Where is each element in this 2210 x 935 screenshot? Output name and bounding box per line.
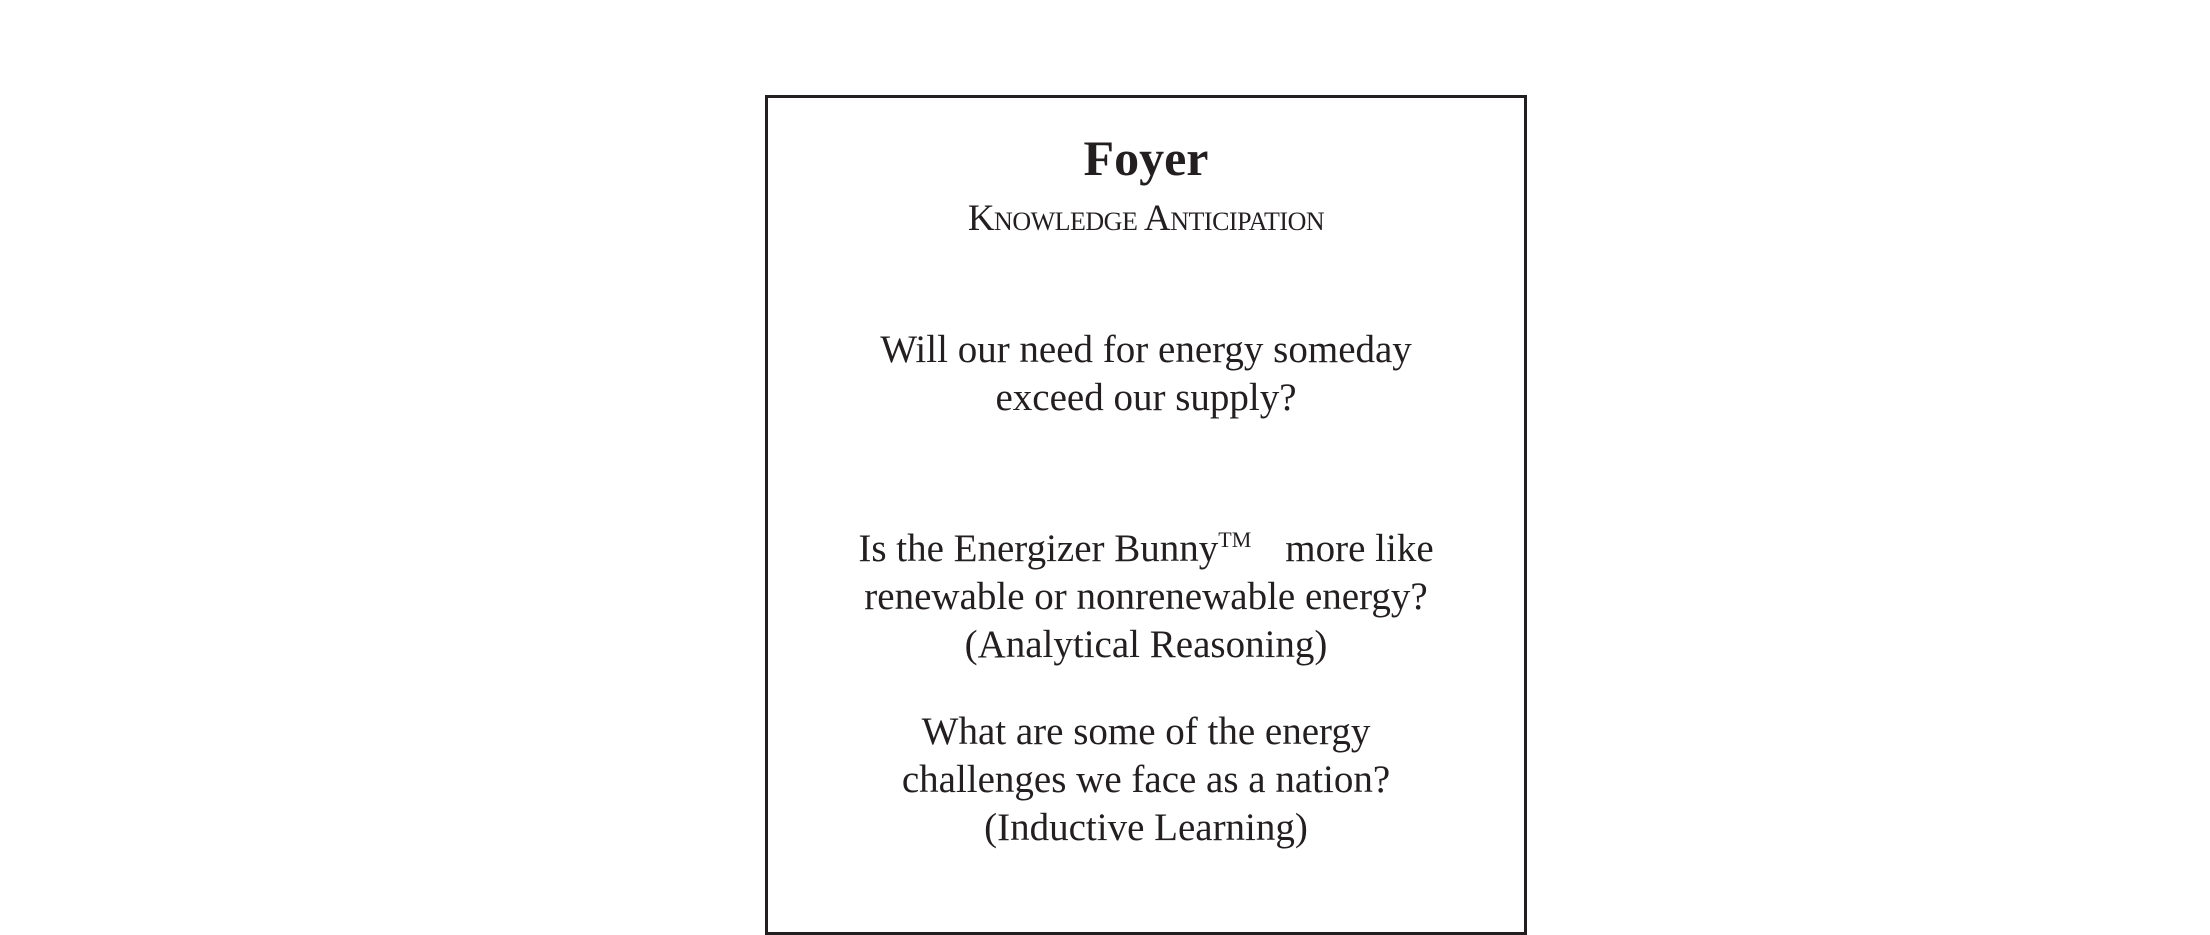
question-line: exceed our supply? (995, 376, 1297, 419)
question-line: What are some of the energy (921, 710, 1371, 753)
question-energy-supply (768, 326, 1524, 422)
question-line: Will our need for energy someday (880, 328, 1412, 371)
question-text: Is the Energizer Bunny (858, 527, 1219, 570)
question-energizer-bunny (768, 516, 1524, 669)
question-line: challenges we face as a nation? (901, 758, 1391, 801)
question-line: renewable or nonrenewable energy? (864, 575, 1428, 618)
question-category: (Analytical Reasoning) (964, 623, 1328, 666)
foyer-card (765, 95, 1527, 935)
question-category: (Inductive Learning) (984, 806, 1308, 849)
trademark-symbol: TM (1218, 527, 1252, 552)
card-title: Foyer (1083, 130, 1209, 186)
question-line (768, 516, 1524, 573)
card-subtitle: Knowledge Anticipation (967, 198, 1325, 239)
question-energy-challenges (768, 708, 1524, 852)
question-text: more like (1285, 527, 1434, 570)
